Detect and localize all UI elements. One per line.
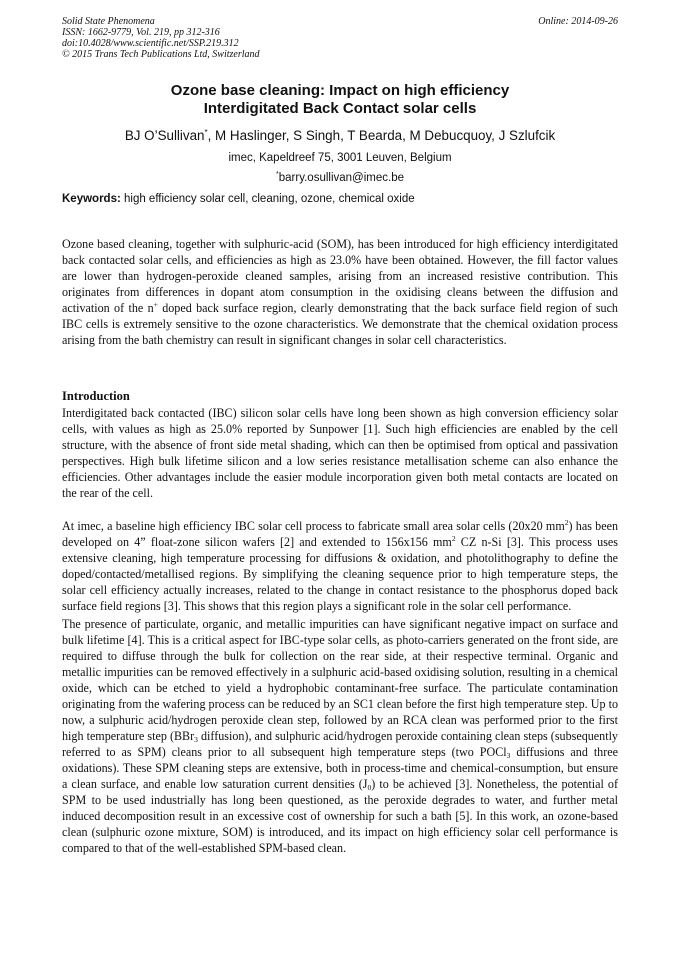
intro-paragraph-1: Interdigitated back contacted (IBC) silicon solar cells have long been shown as high conversion efficiency solar cells, with values as high as 25.0% reported by Sunpower [1]. Such high efficiencies are enabled by the cell structure, with the absence of front side metal shading, which can then be optimised from optical and passivation perspectives. High bulk lifetime silicon and a low series resistance metallisation scheme can also enhance the efficiencies. Other advantages include the easier module incorporation given both metal contacts are located on the rear of the cell. [62, 406, 618, 500]
abstract [62, 236, 618, 348]
intro-p3-sub-2: 3 [506, 751, 511, 760]
introduction-heading: Introduction [62, 389, 130, 403]
journal-doi: doi:10.4028/www.scientific.net/SSP.219.312 [62, 38, 239, 49]
online-date: Online: 2014-09-26 [538, 16, 618, 27]
intro-p3-sub-3: 0 [367, 783, 372, 792]
intro-p2-text-a: At imec, a baseline high efficiency IBC solar cell process to fabricate small area solar cells (20x20 mm [62, 519, 565, 533]
intro-p2-sup-1: 2 [564, 518, 569, 527]
paper-title-line-1: Ozone base cleaning: Impact on high efficiency [170, 82, 510, 99]
journal-name: Solid State Phenomena [62, 16, 155, 27]
affiliation: imec, Kapeldreef 75, 3001 Leuven, Belgium [228, 152, 452, 164]
intro-p3-text-c: diffusions and three oxidations). These SPM cleaning steps are extensive, both in process-time and chemical-consumption, but ensure a clean surface, and enable low saturation current densities (J [62, 745, 618, 791]
abstract-text-2: doped back surface region, clearly demonstrating that the back surface field region of such IBC cells is extremely sensitive to the ozone characteristics. We demonstrate that the chemical oxidation process arising from the bath chemistry can result in significant changes in solar cell characteristics. [62, 301, 618, 347]
paper-title-line-2: Interdigitated Back Contact solar cells [203, 100, 477, 117]
email-address: barry.osullivan@imec.be [278, 172, 404, 184]
keywords-label: Keywords: [62, 193, 121, 205]
corresponding-email [62, 167, 618, 186]
corresponding-author-mark: * [204, 128, 208, 137]
intro-paragraph-3 [62, 616, 618, 856]
intro-paragraph-2 [62, 518, 618, 614]
journal-header [62, 16, 618, 60]
intro-p3-text-b: diffusion), and sulphuric acid/hydrogen peroxide containing clean steps (subsequently referred to as SPM) cleans prior to all subsequent high temperature steps (two POCl [62, 729, 618, 759]
intro-p3-text-a: The presence of particulate, organic, and metallic impurities can have significant negative impact on surface and bulk lifetime [4]. This is a critical aspect for IBC-type solar cells, as photo-carriers generated on the front side, are required to diffuse through the bulk for collection on the rear side, at their respective terminal. Organic and metallic impurities can be removed effectively in a sulphuric acid-based oxidising solution, resulting in a chemical oxide, which can be etched to yield a hydrophobic contaminant-free surface. The particulate contamination originating from the wafering process can be reduced by an SC1 clean before the first high temperature step. Up to now, a sulphuric acid/hydrogen peroxide clean step, followed by an RCA clean was performed prior to the first high temperature step (BBr [62, 617, 618, 743]
intro-p2-sup-2: 2 [451, 534, 456, 543]
journal-copyright: © 2015 Trans Tech Publications Ltd, Switzerland [62, 49, 260, 60]
abstract-superscript: + [153, 300, 158, 309]
author-list [62, 125, 618, 144]
intro-p3-sub-1: 3 [194, 735, 198, 744]
email-mark: * [276, 171, 279, 178]
keywords-text: high efficiency solar cell, cleaning, ozone, chemical oxide [120, 193, 415, 205]
first-author: BJ O’Sullivan [124, 128, 205, 143]
journal-issn: ISSN: 1662-9779, Vol. 219, pp 312-316 [62, 27, 220, 38]
intro-p2-text-b: ) has been developed on 4” float-zone silicon wafers [2] and extended to 156x156 mm [62, 519, 618, 549]
intro-p2-text-c: CZ n-Si [3]. This process uses extensive cleaning, high temperature processing for diffusions & oxidation, and photolithography to define the doped/contacted/metallised regions. By simplifying the cleaning sequence prior to high temperature steps, the solar cell efficiency actually increases, related to the change in contact resistance to the phosphorus doped back surface field regions [3]. This shows that this region plays a significant role in the solar cell performance. [62, 535, 618, 613]
other-authors: , M Haslinger, S Singh, T Bearda, M Debucquoy, J Szlufcik [207, 128, 556, 143]
paper-title [62, 82, 618, 118]
intro-p3-text-d: ) to be achieved [3]. Nonetheless, the potential of SPM to be used industrially has long been questioned, as the peroxide degrades to water, and further metal induced decomposition result in an excessive cost of ownership for such a bath [5]. In this work, an ozone-based clean (sulphuric ozone mixture, SOM) is introduced, and its impact on high efficiency solar cell performance is compared to that of the well-established SPM-based clean. [62, 777, 618, 855]
abstract-text-1: Ozone based cleaning, together with sulphuric-acid (SOM), has been introduced for high efficiency interdigitated back contacted solar cells, and efficiencies as high as 23.0% have been obtained. However, the fill factor values are lower than hydrogen-peroxide cleaned samples, arising from an increased resistive contribution. This originates from differences in dopant atom consumption in the oxidising cleans between the diffusion and activation of the n [62, 237, 618, 315]
keywords [62, 191, 618, 207]
